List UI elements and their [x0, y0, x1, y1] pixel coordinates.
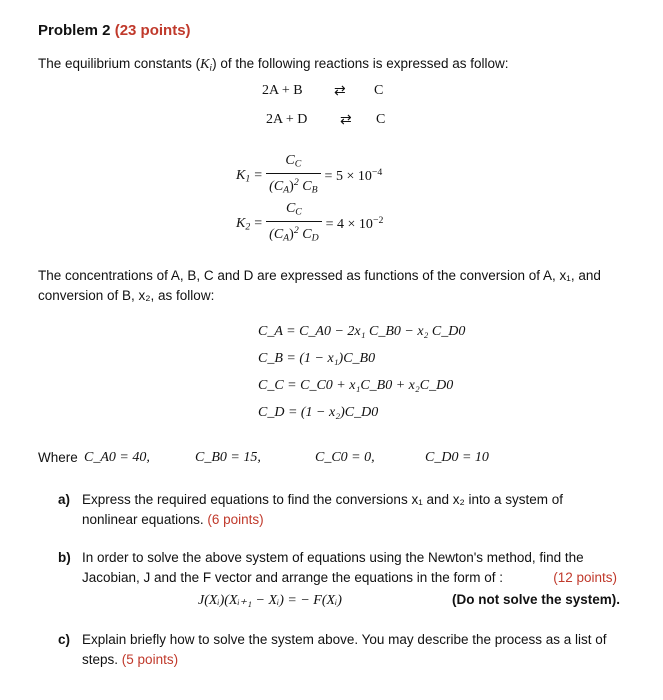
part-b-note: (Do not solve the system). — [452, 592, 621, 607]
reaction-1-right: C — [374, 83, 384, 98]
reaction-1 — [262, 83, 384, 99]
k1-symbol: $K_1$ — [236, 167, 251, 185]
reaction-2-right: C — [376, 112, 386, 127]
equation-cc: C_C = C_C0 + x₁C_B0 + x₂C_D0 — [258, 378, 454, 393]
k2-equation: $K_2$ = $\frac{C_C}{(C_A)^2 C_D}$ = $4 \times 10^{-2}$ — [236, 200, 383, 248]
value-cd0: C_D0 = 10 — [425, 450, 489, 465]
part-b-equation: J(Xᵢ)(Xᵢ₊₁ − Xᵢ) = − F(Xᵢ) — [198, 593, 342, 608]
equation-cd: C_D = (1 − x₂)C_D0 — [258, 405, 379, 420]
intro-sentence — [38, 56, 509, 73]
reaction-2-arrow: ⇄ — [340, 113, 352, 128]
k2-fraction — [266, 200, 321, 248]
part-a-label: a) — [58, 492, 71, 507]
problem-points: (23 points) — [114, 22, 191, 39]
k1-denominator: $(C_A)^2$ $C_B$ — [269, 177, 318, 196]
part-a-points: (6 points) — [207, 512, 264, 527]
reaction-2 — [266, 112, 386, 128]
k2-denominator: $(C_A)^2$ $C_D$ — [269, 225, 319, 244]
part-a-line-2: nonlinear equations. (6 points) — [82, 512, 264, 527]
k2-symbol: $K_2$ — [236, 215, 251, 233]
k2-value: = $4 \times 10^{-2}$ — [325, 214, 384, 232]
problem-title-text: Problem 2 — [38, 22, 111, 39]
part-b-line-2: Jacobian, J and the F vector and arrange the equations in the form of : (12 points) — [82, 568, 617, 588]
intro-before: The equilibrium constants ( — [38, 56, 201, 71]
part-b-text — [82, 548, 617, 588]
intro-ki: $K_i$ — [200, 57, 213, 74]
where-label: Where — [38, 450, 78, 465]
intro-after: ) of the following reactions is expressed as follow: — [212, 56, 509, 71]
value-cc0: C_C0 = 0, — [315, 450, 375, 465]
reaction-2-left: 2A + D — [266, 112, 308, 127]
reaction-1-left: 2A + B — [262, 83, 303, 98]
part-c-points: (5 points) — [121, 652, 179, 667]
k1-value: = $5 \times 10^{-4}$ — [324, 166, 383, 184]
part-c-line-2: steps. (5 points) — [82, 652, 179, 667]
part-a-line-1: Express the required equations to find the conversions x₁ and x₂ into a system of — [82, 492, 564, 507]
concentrations-line-2: conversion of B, x₂, as follow: — [38, 288, 215, 303]
value-ca0: C_A0 = 40, — [84, 450, 150, 465]
k1-fraction — [266, 152, 320, 200]
part-b-line-1: In order to solve the above system of equations using the Newton's method, find the — [82, 550, 584, 565]
part-b-points: (12 points) — [553, 570, 617, 585]
value-cb0: C_B0 = 15, — [195, 450, 261, 465]
equation-ca: C_A = C_A0 − 2x₁ C_B0 − x₂ C_D0 — [258, 324, 466, 339]
part-c-text — [82, 630, 617, 670]
k2-numerator: $C_C$ — [266, 200, 321, 222]
problem-title — [38, 22, 191, 39]
concentrations-line-1: The concentrations of A, B, C and D are expressed as functions of the conversion of A, x₁, and — [38, 268, 601, 283]
k1-numerator: $C_C$ — [266, 152, 320, 174]
part-b-label: b) — [58, 550, 71, 565]
concentrations-paragraph — [38, 266, 623, 306]
equation-cb: C_B = (1 − x₁)C_B0 — [258, 351, 376, 366]
part-c-label: c) — [58, 632, 71, 647]
reaction-1-arrow: ⇄ — [334, 84, 346, 99]
part-a-text — [82, 490, 617, 530]
part-c-line-1: Explain briefly how to solve the system above. You may describe the process as a list of — [82, 632, 607, 647]
concentration-equations — [258, 318, 465, 426]
k1-equation: $K_1$ = $\frac{C_C}{(C_A)^2 C_B}$ = $5 \times 10^{-4}$ — [236, 152, 382, 200]
